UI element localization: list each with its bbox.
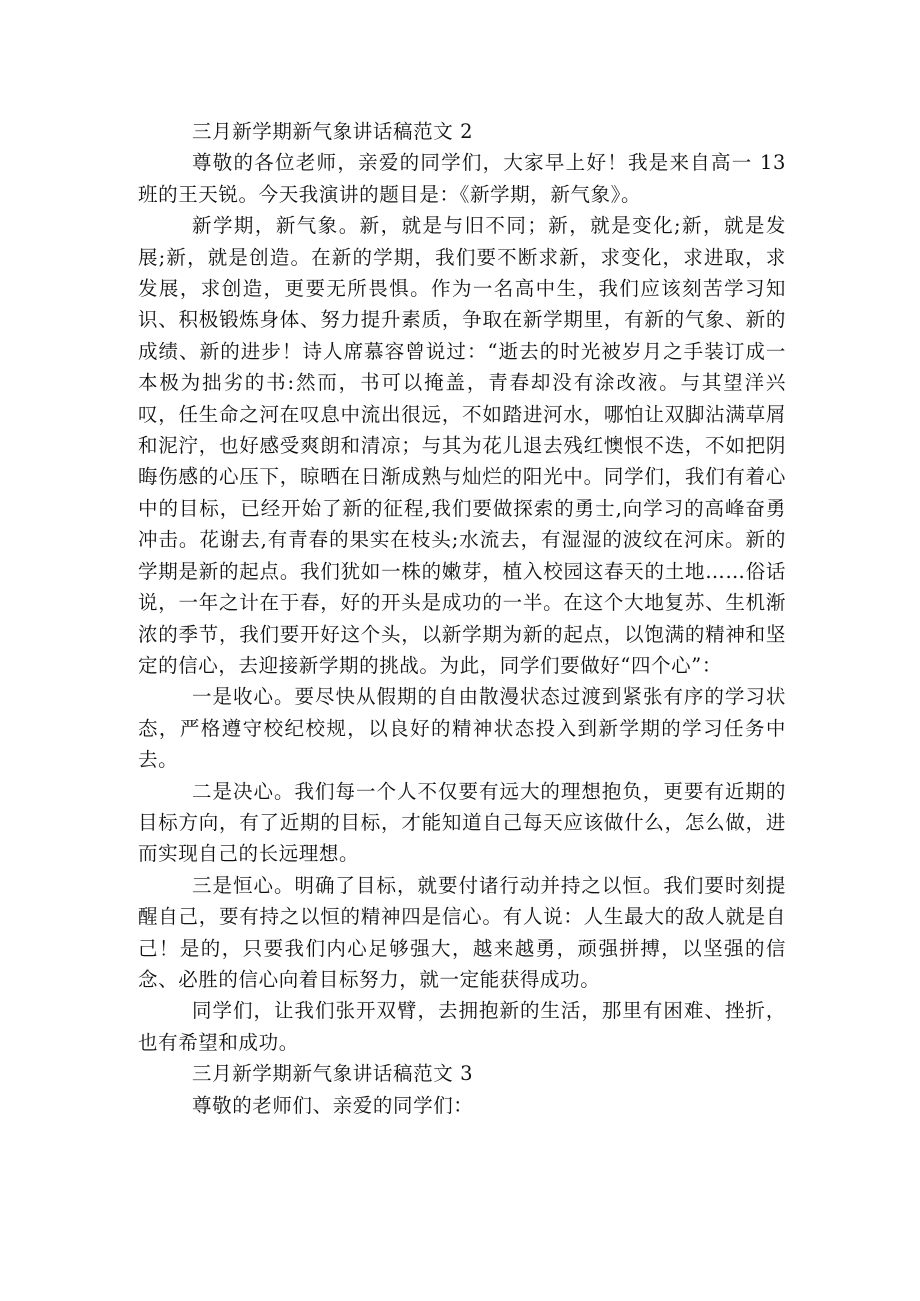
- document-page: [138, 116, 786, 1121]
- body-paragraph: 新学期，新气象。新，就是与旧不同；新，就是变化;新，就是发展;新，就是创造。在新的学期，我们要不断求新，求变化，求进取，求发展，求创造，更要无所畏惧。作为一名高中生，我们应该刻苦学习知识、积极锻炼身体、努力提升素质，争取在新学期里，有新的气象、新的成绩、新的进步！诗人席慕容曾说过：“逝去的时光被岁月之手装订成一本极为拙劣的书:然而，书可以掩盖，青春却没有涂改液。与其望洋兴叹，任生命之河在叹息中流出很远，不如踏进河水，哪怕让双脚沾满草屑和泥泞，也好感受爽朗和清凉；与其为花儿退去残红懊恨不迭，不如把阴晦伤感的心压下，晾晒在日渐成熟与灿烂的阳光中。同学们，我们有着心中的目标，已经开始了新的征程,我们要做探索的勇士,向学习的高峰奋勇冲击。花谢去,有青春的果实在枝头;水流去，有湿湿的波纹在河床。新的学期是新的起点。我们犹如一株的嫩芽，植入校园这春天的土地……俗话说，一年之计在于春，好的开头是成功的一半。在这个大地复苏、生机渐浓的季节，我们要开好这个头，以新学期为新的起点，以饱满的精神和坚定的信心，去迎接新学期的挑战。为此，同学们要做好“四个心”：: [138, 214, 786, 677]
- section-heading-3: 三月新学期新气象讲话稿范文 3: [192, 1062, 474, 1086]
- greeting-paragraph-3: 尊敬的老师们、亲爱的同学们：: [192, 1093, 474, 1117]
- closing-paragraph-2: 同学们，让我们张开双臂，去拥抱新的生活，那里有困难、挫折，也有希望和成功。: [138, 999, 786, 1054]
- point-paragraph-2: 二是决心。我们每一个人不仅要有远大的理想抱负，更要有近期的目标方向，有了近期的目标，才能知道自己每天应该做什么，怎么做，进而实现自己的长远理想。: [138, 779, 786, 866]
- point-paragraph-3: 三是恒心。明确了目标，就要付诸行动并持之以恒。我们要时刻提醒自己，要有持之以恒的精神四是信心。有人说：人生最大的敌人就是自己！是的，只要我们内心足够强大，越来越勇，顽强拼搏，以坚强的信念、必胜的信心向着目标努力，就一定能获得成功。: [138, 873, 786, 991]
- greeting-paragraph-2: 尊敬的各位老师，亲爱的同学们，大家早上好！我是来自高一 13 班的王天锐。今天我演讲的题目是：《新学期，新气象》。: [138, 151, 786, 206]
- point-paragraph-1: 一是收心。要尽快从假期的自由散漫状态过渡到紧张有序的学习状态，严格遵守校纪校规，以良好的精神状态投入到新学期的学习任务中去。: [138, 685, 786, 772]
- section-heading-2: 三月新学期新气象讲话稿范文 2: [192, 120, 474, 143]
